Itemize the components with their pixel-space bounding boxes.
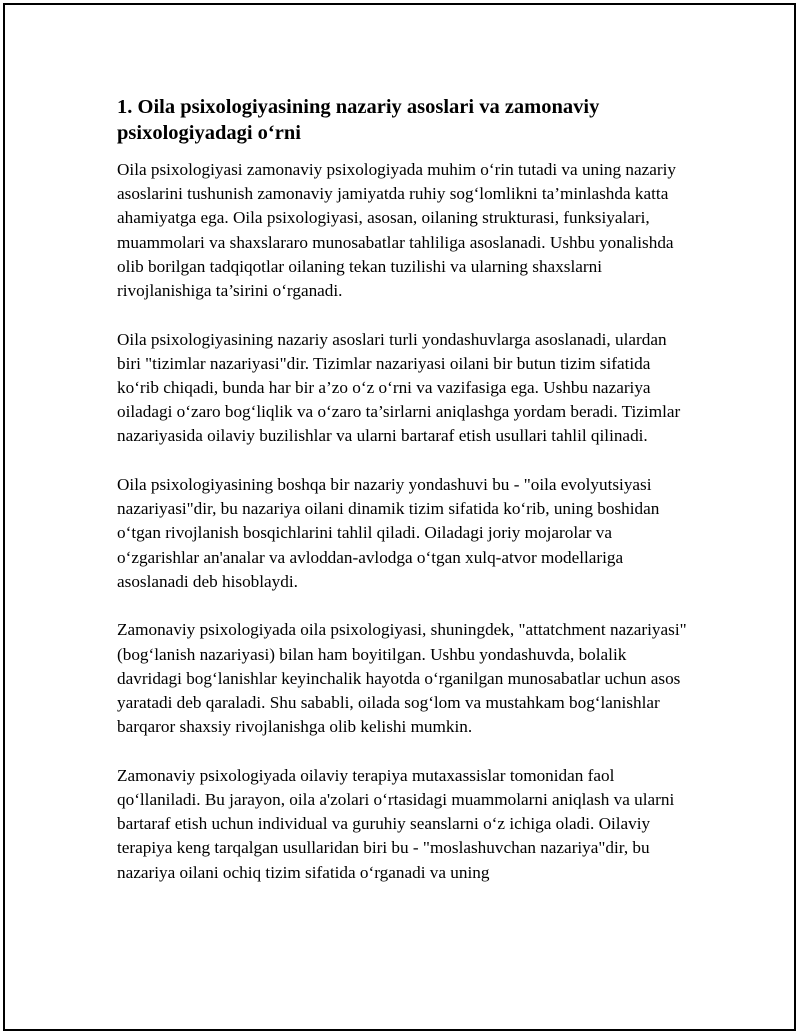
paragraph-family-evolution-theory: Oila psixologiyasining boshqa bir nazariy yondashuvi bu - "oila evolyutsiyasi nazariyasi"dir, bu nazariya oilani dinamik tizim sifatida ko‘rib, uning boshidan o‘tgan rivojlanish bosqichlarini tahlil qiladi. Oiladagi joriy mojarolar va o‘zgarishlar an'analar va avloddan-avlodga o‘tgan xulq-atvor modellariga asoslanadi deb hisoblaydi. (117, 475, 660, 591)
paragraph-attachment-theory: Zamonaviy psixologiyada oila psixologiyasi, shuningdek, "attatchment nazariyasi" (bog‘lanish nazariyasi) bilan ham boyitilgan. Ushbu yondashuvda, bolalik davridagi bog‘lanishlar keyinchalik hayotda o‘rganilgan munosabatlar uchun asos yaratadi deb qaraladi. Shu sababli, oilada sog‘lom va mustahkam bog‘lanishlar barqaror shaxsiy rivojlanishga olib kelishi mumkin. (117, 620, 687, 737)
paragraph-systems-theory: Oila psixologiyasining nazariy asoslari turli yondashuvlarga asoslanadi, ulardan biri "tizimlar nazariyasi"dir. Tizimlar nazariyasi oilani bir butun tizim sifatida ko‘rib chiqadi, bunda har bir a’zo o‘z o‘rni va vazifasiga ega. Ushbu nazariya oiladagi o‘zaro bog‘liqlik va o‘zaro ta’sirlarni aniqlashga yordam beradi. Tizimlar nazariyasida oilaviy buzilishlar va ularni bartaraf etish usullari tahlil qilinadi. (117, 329, 681, 446)
paragraph-intro: Oila psixologiyasi zamonaviy psixologiyada muhim o‘rin tutadi va uning nazariy asoslarini tushunish zamonaviy jamiyatda ruhiy sog‘lomlikni ta’minlashda katta ahamiyatga ega. Oila psixologiyasi, asosan, oilaning strukturasi, funksiyalari, muammolari va shaxslararo munosabatlar tahliliga asoslanadi. Ushbu yonalishda olib borilgan tadqiqotlar oilaning tekan tuzilishi va ularning shaxslarni rivojlanishiga ta’sirini o‘rganadi. (117, 160, 676, 301)
section-heading: 1. Oila psixologiyasining nazariy asoslari va zamonaviy psixologiyadagi o‘rni (117, 96, 600, 144)
paragraph-family-therapy: Zamonaviy psixologiyada oilaviy terapiya mutaxassislar tomonidan faol qo‘llaniladi. Bu jarayon, oila a'zolari o‘rtasidagi muammolarni aniqlash va ularni bartaraf etish uchun individual va guruhiy seanslarni o‘z ichiga oladi. Oilaviy terapiya keng tarqalgan usullaridan biri bu - "moslashuvchan nazariya"dir, bu nazariya oilani ochiq tizim sifatida o‘rganadi va uning (117, 765, 675, 882)
document-body (117, 94, 687, 909)
